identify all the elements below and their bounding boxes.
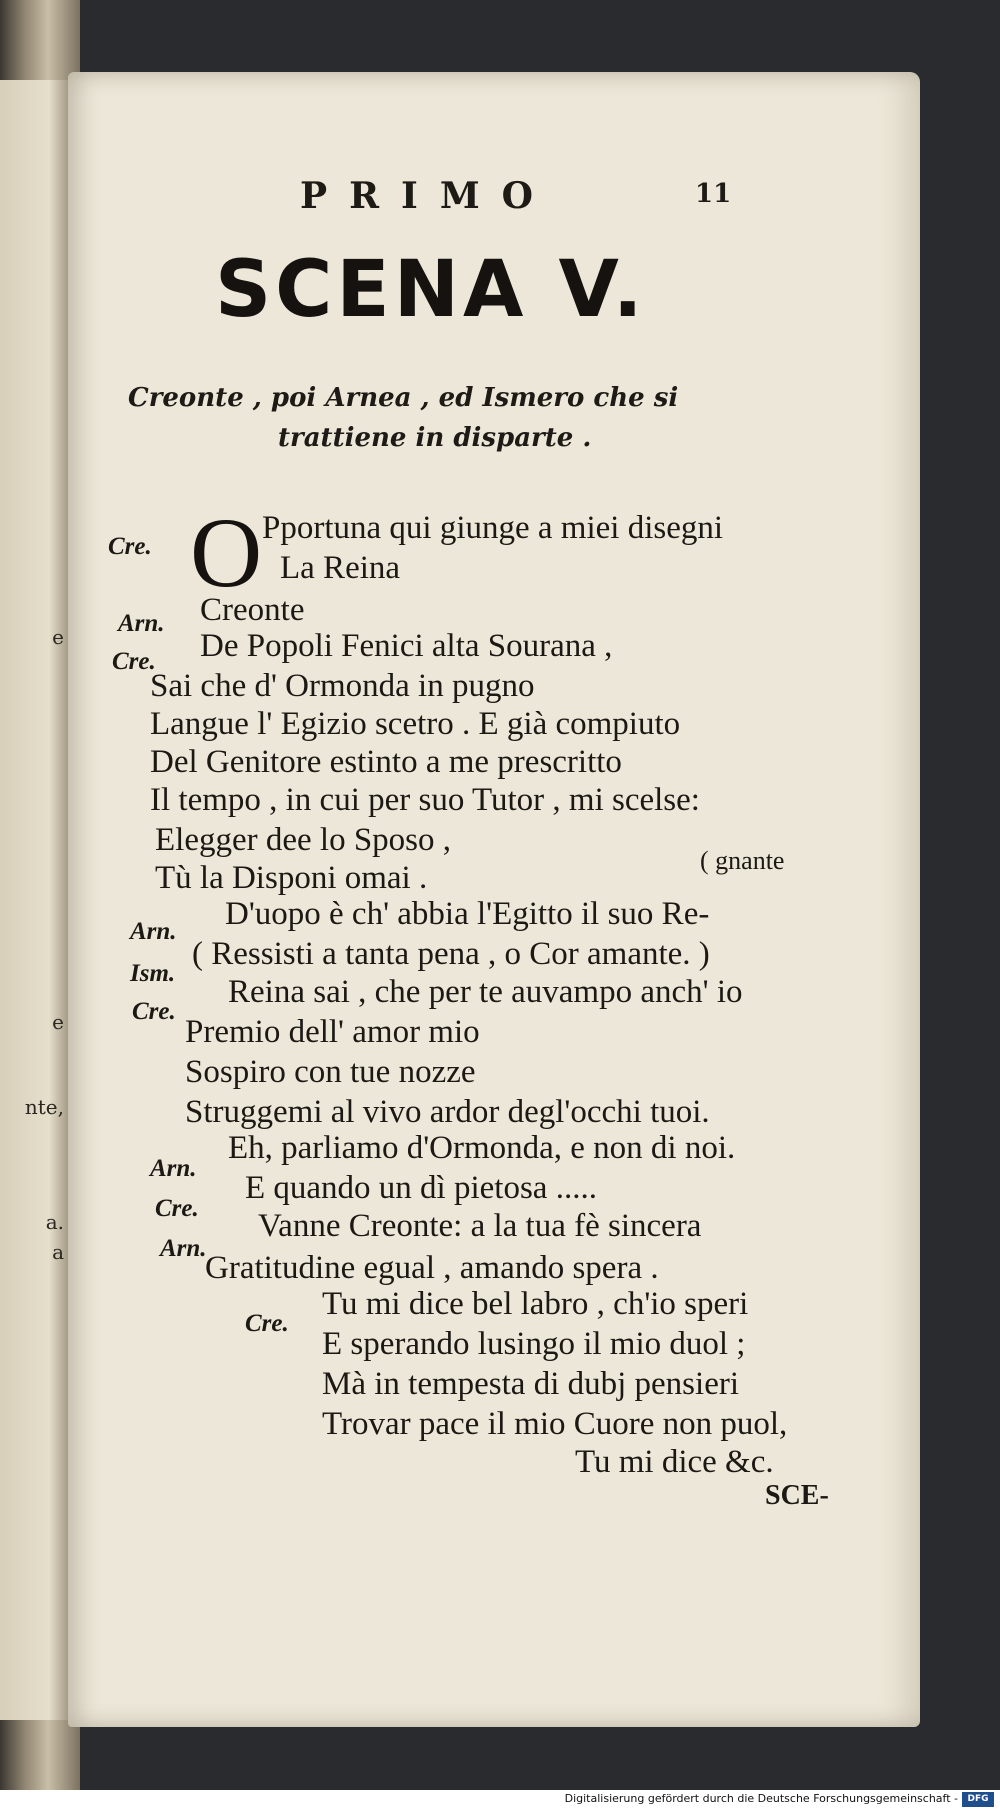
verse-line: Struggemi al vivo ardor degl'occhi tuoi.: [185, 1094, 710, 1130]
left-page-fragment: a.: [45, 1210, 64, 1234]
verse-line: ( Ressisti a tanta pena , o Cor amante. ): [192, 936, 710, 972]
left-page-fragment: a: [52, 1240, 64, 1264]
catchword: SCE-: [765, 1480, 829, 1511]
verse-line: Sospiro con tue nozze: [185, 1054, 476, 1090]
verse-line: Sai che d' Ormonda in pugno: [150, 668, 535, 704]
verse-line: ( gnante: [700, 846, 785, 875]
speaker-label: Arn.: [160, 1235, 207, 1262]
verse-line: Eh, parliamo d'Ormonda, e non di noi.: [228, 1130, 736, 1166]
left-page-edge: [0, 80, 70, 1720]
verse-line: D'uopo è ch' abbia l'Egitto il suo Re-: [225, 896, 710, 932]
stage-direction-line: Creonte , poi Arnea , ed Ismero che si: [128, 383, 679, 413]
verse-line: Gratitudine egual , amando spera .: [205, 1250, 659, 1286]
speaker-label: Ism.: [130, 960, 176, 987]
verse-line: E quando un dì pietosa .....: [245, 1170, 597, 1206]
verse-line: Premio dell' amor mio: [185, 1014, 480, 1050]
left-page-fragment: e: [52, 1010, 64, 1034]
verse-line: Reina sai , che per te auvampo anch' io: [228, 974, 743, 1010]
verse-line: Del Genitore estinto a me prescritto: [150, 744, 622, 780]
verse-line: Creonte: [200, 592, 305, 628]
speaker-label: Cre.: [132, 998, 176, 1025]
stage-direction-line: trattiene in disparte .: [278, 423, 592, 453]
verse-line: Pportuna qui giunge a miei disegni: [262, 510, 724, 546]
verse-line: Mà in tempesta di dubj pensieri: [322, 1366, 739, 1402]
running-title: PRIMO: [300, 175, 556, 217]
drop-capital: O: [190, 497, 263, 608]
verse-line: Tu mi dice bel labro , ch'io speri: [322, 1286, 749, 1322]
verse-line: Tu mi dice &c.: [575, 1444, 774, 1480]
scene-title: SCENA V.: [215, 245, 647, 335]
speaker-label: Cre.: [108, 533, 152, 560]
page-number: 11: [695, 179, 732, 209]
verse-line: Langue l' Egizio scetro . E già compiuto: [150, 706, 681, 742]
footer-bar: [0, 1790, 1000, 1810]
footer-credit: Digitalisierung gefördert durch die Deutsche Forschungsgemeinschaft -: [564, 1792, 958, 1805]
verse-line: De Popoli Fenici alta Sourana ,: [200, 628, 613, 664]
speaker-label: Arn.: [150, 1155, 197, 1182]
verse-line: Tù la Disponi omai .: [155, 860, 428, 896]
verse-line: La Reina: [280, 550, 401, 586]
speaker-label: Cre.: [155, 1195, 199, 1222]
speaker-label: Cre.: [112, 648, 156, 675]
left-page-fragment: e: [52, 625, 64, 649]
verse-line: Vanne Creonte: a la tua fè sincera: [258, 1208, 702, 1244]
speaker-label: Arn.: [118, 610, 165, 637]
page-header: [0, 175, 1000, 235]
speaker-label: Arn.: [130, 918, 177, 945]
verse-line: Elegger dee lo Sposo ,: [155, 822, 452, 858]
stage-direction: [128, 378, 808, 458]
verse-line: Il tempo , in cui per suo Tutor , mi scelse:: [150, 782, 700, 818]
speaker-label: Cre.: [245, 1310, 289, 1337]
dfg-logo: DFG: [962, 1792, 994, 1807]
verse-line: E sperando lusingo il mio duol ;: [322, 1326, 746, 1362]
left-page-fragment: nte,: [24, 1095, 64, 1119]
verse-line: Trovar pace il mio Cuore non puol,: [322, 1406, 788, 1442]
